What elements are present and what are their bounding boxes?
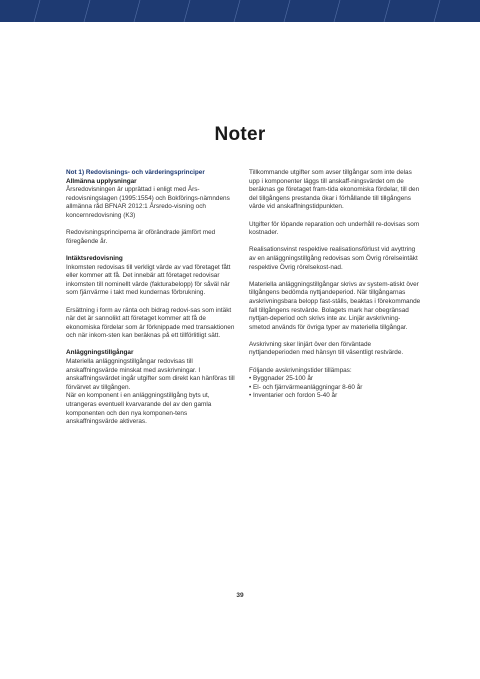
header-pattern-icon [0,0,480,22]
list-item: • Inventarier och fordon 5-40 år [249,392,338,400]
right-paragraph-5: Avskrivning sker linjärt över den förväntade nyttjandeperioden med hänsyn till väsentligt restvärde. [249,340,404,357]
page-title: Noter [214,124,266,145]
header-band [0,0,480,22]
list-item: • El- och fjärrvärmeanläggningar 8-60 år [249,383,363,391]
right-paragraph-6: Följande avskrivningstider tillämpas: [249,366,352,374]
left-column [66,169,238,435]
depreciation-list [249,375,421,401]
note-title: Not 1) Redovisnings- och värderingsprinciper [66,169,205,176]
assets-paragraph-1: Materiella anläggningstillgångar redovisas till anskaffningsvärde minskat med avskrivningar. I anskaffningsvärdet ingår utgifter som direkt kan hänföras till förvärvet av tillgången. [66,358,235,391]
revenue-paragraph-1: Inkomsten redovisas till verkligt värde av vad företaget fått eller kommer att få. Det innebär att företaget redovisar inkomsten till nominellt värde (fakturabelopp) för såväl när som fjärrvärme i takt med kundernas förbrukning. [66,263,231,297]
general-paragraph-1: Årsredovisningen är upprättad i enligt med Års-redovisningslagen (1995:1554) och Bokförings-nämndens allmänna råd BFNAR 2012:1 Årsredo-visning och koncernredovisning (K3) [66,186,230,219]
general-paragraph-2: Redovisningsprinciperna är oförändrade jämfört med föregående år. [66,229,216,245]
general-heading: Allmänna upplysningar [66,177,137,185]
right-paragraph-3: Realisationsvinst respektive realisationsförlust vid avyttring av en anläggningstillgång redovisas som Övrig rörelseintäkt respektive Övrig rörelsekost-nad. [249,246,418,271]
list-item: • Byggnader 25-100 år [249,375,314,383]
revenue-heading: Intäktsredovisning [66,254,123,262]
right-paragraph-4: Materiella anläggningstillgångar skrivs av system-atiskt över tillgångens bedömda nyttjandeperiod. När tillgångarnas avskrivningsbara belopp fast-ställs, beaktas i förekommande fall tillgångens restvärde. Bolagets mark har obegränsad nyttjan-deperiod och skrivs inte av. Linjär avskrivning-smetod används för övriga typer av materiella tillgångar. [249,280,421,331]
revenue-paragraph-2: Ersättning i form av ränta och bidrag redovi-sas som intäkt när det är sannolikt att företaget kommer att få de ekonomiska fördelar som är förknippade med transaktionen och när inkom-sten kan beräknas på ett tillförlitligt sätt. [66,306,235,340]
page-number: 39 [236,592,244,599]
assets-paragraph-2: När en komponent i en anläggningstillgång byts ut, utrangeras eventuell kvarvarande del av den gamla komponenten och den nya komponen-tens anskaffningsvärde aktiveras. [66,392,212,426]
right-column [249,169,421,401]
assets-heading: Anläggningstillgångar [66,349,134,357]
right-paragraph-1: Tillkommande utgifter som avser tillgångar som inte delas upp i komponenter läggs till anskaff-ningsvärdet om de beräknas ge företaget fram-tida ekonomiska fördelar, till den del tillgångens prestanda ökar i förhållande till tillgångens värde vid anskaffningstidpunkten. [249,169,420,211]
right-paragraph-2: Utgifter för löpande reparation och underhåll re-dovisas som kostnader. [249,220,420,237]
